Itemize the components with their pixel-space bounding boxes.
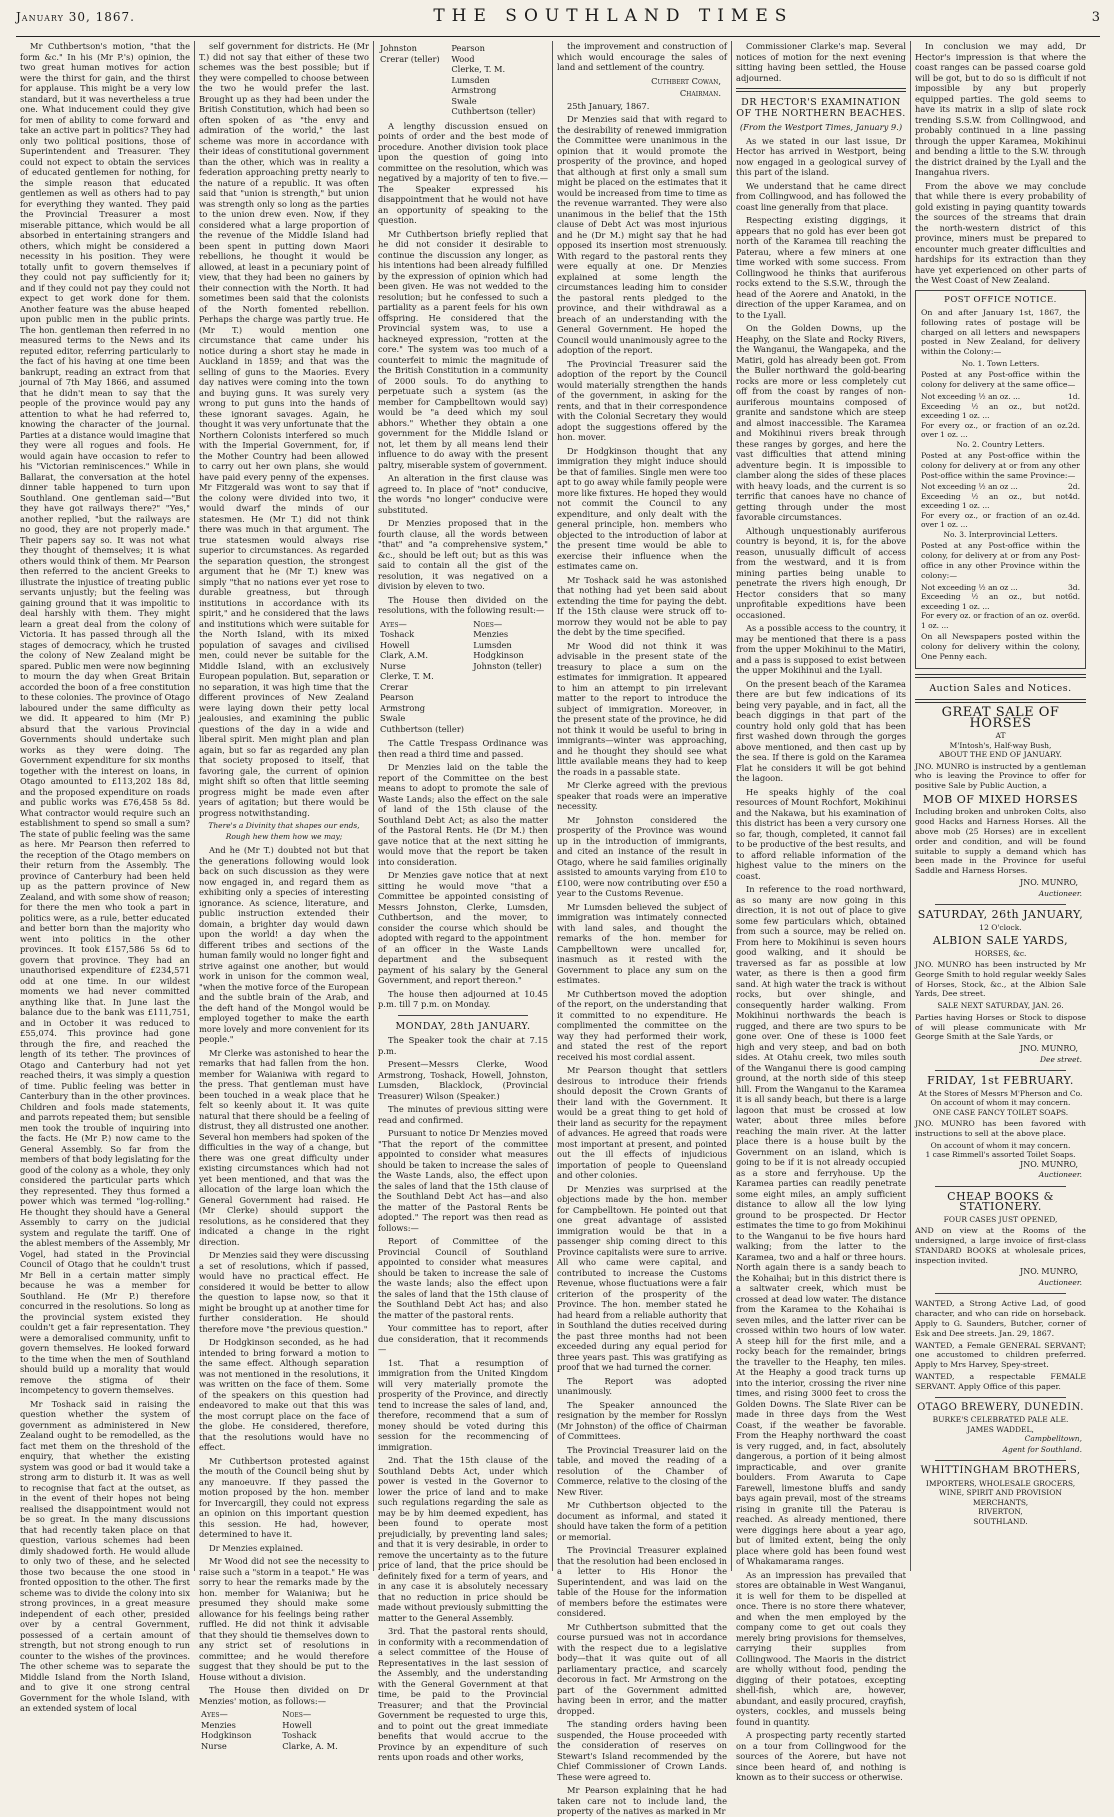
article-paragraph: self government for districts. He (Mr T.) did not say that either of these two schemes was the best possible; but if they were compelled to choose between the two he would prefer the last. Brought up as they had been under the British Constitution, which had been so often spoken of as "the envy and admiration of the world," the last scheme was more in accordance with their ideas of constitutional government than the other, which was in reality a federation approaching pretty nearly to the nature of a republic. It was often said that "union is strength," but union was strength only so long as the parties to the union drew even. Now, if they considered what a large proportion of the revenue of the Middle Island had been spent in putting down Maori rebellions, he thought it would be allowed, at least in a pecuniary point of view, that they had been no gainers by their connection with the North. It had sometimes been said that the colonists of the North fomented rebellion. Perhaps the charge was partly true. He (Mr T.) would mention one circumstance that came under his notice during a short stay he made in Auckland in 1859; and that was the selling of guns to the Maories. Every day natives were coming into the town and buying guns. It was surely very wrong to put guns into the hands of these ignorant savages. Again, he thought it was very unfortunate that the Northern Colonists interfered so much with the Imperial Government, for, if the Mother Country had been allowed to carry out her own plans, she would have paid every penny of the expenses. Mr Fitzgerald was wont to say that if the colony were divided into two, it would dwarf the minds of our statesmen. He (Mr T.) did not think there was much in that argument. The true statesmen would always rise superior to circumstances. As regarded the separation question, the strongest argument that he (Mr T.) knew was simply "that no nations ever yet rose to durable greatness, but through institutions in accordance with its spirit," and he considered that the laws and institutions which were suitable for the North Island, with its mixed population of savages and civilised men, could never be suitable for the Middle Island, with an exclusively European population. But, separation or no separation, it was high time that the different provinces of New Zealand were laying down their petty local jealousies, and examining the public questions of the day in a wide and liberal spirit. Men might plan and plan again, but so far as regarded any plan that society proposed to itself, that favoring gale, the current of opinion might shift so often that little seeming progress might be made even after years of agitation; but there would be progress notwithstanding. xyxy=(199,41,369,818)
division-list-2 xyxy=(378,619,548,735)
article-paragraph: 1st. That a resumption of immigration from the United Kingdom will very materially promote the prosperity of the Province, and directly tend to increase the sales of land, and, therefore, recommend that a sum of money should be voted during this session for the recommencing of immigration. xyxy=(378,1357,548,1452)
article-paragraph: Although unquestionably auriferous country is beyond, it is, for the above reason, unusually difficult of access from the westward, and it is from mining parties being unable to penetrate the rivers high enough, Dr Hector considers that so many unprofitable expeditions have been occasioned. xyxy=(736,525,906,620)
ad-heading: OTAGO BREWERY, DUNEDIN. xyxy=(917,1401,1084,1413)
article-paragraph: Dr Menzies laid on the table the report of the Committee on the best means to adopt to promote the sale of Waste Lands; also the effect on the sale of land of the 15th clause of the Southland Debt Act; as also the matter of the Pastoral Rents. He (Dr M.) then gave notice that at the next sitting he would move that the report be taken into consideration. xyxy=(378,762,548,867)
vote-name: Nurse xyxy=(201,1740,227,1751)
notice-text: Posted at any Post-office within the colony for delivery at the same office— xyxy=(921,370,1080,390)
notice-text: Posted at any Post-office within the colony, for delivery at or from any Post-office in any other Province within the colony:— xyxy=(921,541,1080,580)
vote-name: Toshack xyxy=(380,629,415,639)
article-paragraph: From the above we may conclude that while there is every probability of gold existing in paying quantity towards the sources of the streams that drain the north-western district of this province, miners must be prepared to encounter much greater difficulties and hardships for its extraction than they have yet experienced on other parts of the West Coast of New Zealand. xyxy=(915,180,1086,285)
ad-text: WINE, SPIRIT AND PROVISION xyxy=(939,1488,1062,1498)
auctioneer-name: JNO. MUNRO, xyxy=(1020,1044,1078,1054)
vote-name: Nurse xyxy=(380,660,406,671)
page-number: 3 xyxy=(1091,10,1100,25)
rate-row: Exceeding ½ an oz., but not exceeding 1 oz. ... 4d. xyxy=(921,491,1080,511)
ad-text: AT xyxy=(995,731,1006,741)
ad-heading: MOB OF MIXED HORSES xyxy=(922,792,1079,806)
article-paragraph: Mr Clerke agreed with the previous speaker that roads were an imperative necessity. xyxy=(557,780,727,811)
article-paragraph: The Cattle Trespass Ordinance was then read a third time and passed. xyxy=(378,738,548,759)
vote-name: Toshack xyxy=(282,1730,317,1740)
article-paragraph: In conclusion we may add, Dr Hector's impression is that where the coast ranges can be passed coarse gold will be got, but to do so is difficult if not impossible by any but properly equipped parties. The gold seems to have its matrix in a slip of slate rock trending S.S.W. from Collingwood, and probably continued in a line passing through the upper Karamea, Mokihinui and bending a little to the S.W. through the district drained by the Lyall and the Inangahua rivers. xyxy=(915,41,1086,177)
vote-name: Pearson xyxy=(451,43,485,53)
column-5 xyxy=(732,41,911,1782)
article-paragraph: The minutes of previous sitting were read and confirmed. xyxy=(378,1104,548,1125)
article-paragraph: The House then divided on Dr Menzies' motion, as follows:— xyxy=(199,1685,369,1706)
signature-name: Cuthbert Cowan, xyxy=(651,75,721,86)
notice-text: On all Newspapers posted within the colony for delivery within the colony, One Penny each. xyxy=(921,632,1080,661)
article-paragraph: The Provincial Treasurer said the adoption of the report by the Council would materially strengthen the hands of the government, in asking for the rents, and that in their correspondence with the Colonial Secretary they would adopt the suggestions offered by the hon. mover. xyxy=(557,358,727,442)
auctioneer-name: JNO. MUNRO, xyxy=(1020,1267,1078,1277)
article-paragraph: The standing orders having been suspended, the House proceeded with the consideration of reserves on Stewart's Island recommended by the Chief Commissioner of Crown Lands. These were agreed to. xyxy=(557,1719,727,1782)
article-paragraph: The Provincial Treasurer laid on the table, and moved the reading of a resolution of the Chamber of Commerce, relative to the closing of the New River. xyxy=(557,1444,727,1497)
article-paragraph: In reference to the road northward, as so many are now going in this direction, it is not out of place to give some few particulars which, obtained from such a source, may be relied on. From here to Mokihinui is seven hours good walking, and it should be traversed as far as possible at low water, as there is then a good firm sand. At high water the track is without rocks, but over shingle, and consequently harder walking. From Mokihinui northwards the beach is rugged, and there are two spurs to be gone over. One of these is 1000 feet high and very steep, and bad on both sides. At Otahu creek, two miles south of the Wanganui there is good camping ground, at the north side of this steep hill. From the Wanganui to the Karamea it is all sandy beach, but there is a large lagoon that must be crossed at low water, about three miles before reaching the main river. At the latter place there is a house built by the Government on an island, which is going to be if it is not already occupied as a store and ferryhouse. Up the Karamea parties can readily penetrate some eight miles, an amply sufficient distance to allow all the low lying ground to be prospected. Dr Hector estimates the time to go from Mokihinui to the Wanganui to be five hours hard walking; from the latter to the Karamea, two and a half or three hours. North again there is a sandy beach to the Kohaihai; but in this district there is a saltwater creek, which must be crossed at dead low water. The distance from the Karamea to the Kohaihai is seven miles, and the latter river can be crossed within two hours of low water. A steep hill for the first mile, and a rocky beach for the remainder, brings the traveller to the Heaphy, ten miles. At the Heaphy a good track turns up into the interior, crossing the river nine times, and rising 3000 feet to cross the Golden Downs. The Slate River can be made in three days from the West Coast, if the weather be favorable. From the Heaphy northward the coast is very rugged, and, in fact, absolutely dangerous, a portion of it being almost impracticable, and over granite boulders. From Awaruta to Cape Farewell, limestone bluffs and sandy bays again prevail, most of the streams rising in granite till the Paterau is reached. As already mentioned, there were diggings here about a year ago, but of limited extent, being the only place where gold has been found west of Whakamarama ranges. xyxy=(736,884,906,1566)
vote-name: Howell xyxy=(380,639,410,650)
vote-name: Hodgkinson xyxy=(201,1730,252,1740)
rate-row: For every oz. or fraction of an oz. over 1 oz. ... 6d. xyxy=(921,611,1080,630)
vote-name: Wood xyxy=(451,53,475,64)
article-paragraph: As an impression has prevailed that stores are obtainable in West Wanganui, it is well for them to be dispelled at once. There is no store there whatever, and when the men employed by the company come to get out coals they merely bring provisions for themselves, carrying their supplies from Collingwood. The Maoris in the district are wholly without food, pending the digging of their potatoes, excepting shell-fish, which are, however, abundant, and easily procured, crayfish, oysters, cockles, and mussels being found in quantity. xyxy=(736,1569,906,1727)
ad-text: JNO. MUNRO has been favored with instructions to sell at the above place. xyxy=(915,1119,1086,1138)
ad-text: FOUR CASES JUST OPENED, xyxy=(943,1214,1058,1224)
divider xyxy=(915,699,1086,703)
article-paragraph: He speaks highly of the coal resources of Mount Rochfort, Mokihinui and the Nakawa, but his examination of this district has been a very cursory one so far, though, completed, it cannot fail to be productive of the best results, and to afford reliable information of the highest value to the miners on the coast. xyxy=(736,786,906,881)
vote-name: Lumsden xyxy=(451,74,490,85)
article-paragraph: Pursuant to notice Dr Menzies moved "That the report of the committee appointed to consider what measures should be taken to increase the sales of the Waste Lands, also, the effect upon the sales of land that the 15th clause of the Southland Debt Act has—and also the matter of the Pastoral Rents be adopted." The report was then read as follows:— xyxy=(378,1128,548,1233)
auctioneer-role: Auctioneer. xyxy=(1038,1277,1082,1287)
vote-name: Swale xyxy=(451,95,477,106)
notice-heading: POST OFFICE NOTICE. xyxy=(944,294,1057,305)
ad-text: 12 O'clock. xyxy=(979,922,1022,932)
column-4 xyxy=(553,41,732,1816)
article-paragraph: Mr Johnston considered the prosperity of the Province was wound up in the introduction of immigrants, and cited an instance of the result in Otago, where he said families originally assisted to amounts varying from £10 to £100, were now contributing over £50 a year to the Customs Revenue. xyxy=(557,814,727,898)
ad-text: JNO. MUNRO is instructed by a gentleman who is leaving the Province to offer for positive Sale by Public Auction, a xyxy=(915,761,1086,791)
vote-name: Hodgkinson xyxy=(473,650,524,660)
column-1 xyxy=(16,41,195,1713)
article-paragraph: And he (Mr T.) doubted not but that the generations following would look back on such discussion as they were now engaged in, and regard them as exhibiting only a species of interesting ignorance. As science, literature, and public instruction extended their domain, a brighter day would dawn upon the world! a day when the different tribes and sections of the human family would no longer fight and strive against one another, but would work in unison for the common weal, "when the motive force of the European and the subtle brain of the Arab, and the deft hand of the Mongol would be employed together to make the earth more lovely and more convenient for its people." xyxy=(199,845,369,1044)
ad-text: On account of whom it may concern. xyxy=(930,1140,1071,1150)
vote-name: Armstrong xyxy=(380,702,426,713)
article-paragraph: A prospecting party recently started on a tour from Collingwood for the sources of the Aorere, but have not since been heard of, and nothing is known as to their success or otherwise. xyxy=(736,1730,906,1782)
article-paragraph: Mr Cuthbertson's motion, "that the form &c." In his (Mr P.'s) opinion, the two great human motives for action were the thirst for gain, and the thirst for applause. This might be a very low standard, but it was nevertheless a true one. What inducement could they give for men of ability to come forward and take an active part in politics? They had only two political positions, those of Superintendent and Treasurer. They could not expect to obtain the services of educated gentlemen for nothing, for the simple reason that educated gentlemen as well as others had to pay for everything they wanted. They paid the Provincial Treasurer a most miserable pittance, which would be all absorbed in entertaining strangers and others, which might be considered a necessity in his position. They were totally unfit to govern themselves if they could not pay sufficiently for it; and if they could not pay they could not expect to get work done for them. Another feature was the abuse heaped upon public men in the public prints. The hon. gentleman then referred in no measured terms to the News and its reputed editor, referring particularly to the fact of his having at one time been bankrupt, reading an extract from that journal of 7th May 1866, and assumed that he didn't mean to say that the people of the province would pay any attention to what he had referred to, knowing the character of the journal. Parties at a distance would imagine that they were all rogues and fools. He would again have occasion to refer to his "Victorian reminiscences." While in Ballarat, the conversation at the hotel dinner table happened to turn upon Southland. One gentleman said—"But they have got railways there?" "Yes," another replied, "but the railways are no good, they are not properly made." Their papers say so. It was not what they thought of themselves; it is what others would think of them. Mr Pearson then referred to the ancient Greeks to illustrate the injustice of treating public servants unjustly; but the feeling was gaining ground that it was impolitic to deal harshly with them. They might learn a great deal from the colony of Victoria. It has passed through all the stages of democracy, which he trusted the colony of New Zealand might be spared. Public men were now beginning to mourn the day when Great Britain accorded the boon of a free constitution to these colonies. The province of Otago laboured under the same difficulty as we did. It appeared to him (Mr P.) absurd that the various Provincial Governments should undertake such works as they were doing. The Government expenditure for six months together with the interest on loans, in Otago amounted to £113,202 18s 8d, and the proposed expenditure on roads and public works was £76,458 5s 8d. What contractor would require such an establishment to spend so small a sum? The state of public feeling was the same as here. Mr Pearson then referred to the reception of the Otago members on their return from the Assembly. The province of Canterbury had been held up as the pattern province of New Zealand, and with some show of reason; for there the men who took a part in politics were, as a rule, better educated and better born than the majority who went into politics in the other provinces. It took £157,586 5s 6d to govern that province. They had an unauthorised expenditure of £234,571 odd at one time. In our wildest moments we had never committed anything like that. In June last the balance due to the bank was £111,751, and in October it was reduced to £55,074. This province had gone through the fire, and reached the length of its tether. The provinces of Otago and Canterbury had not yet reached theirs, it was simply a question of time. Public feeling was better in Canterbury than in the other provinces. Children and fools made statements, and parrots repeated them; but sensible men took the trouble of inquiring into the facts. He (Mr P.) now came to the General Assembly. So far from the members of that body legislating for the good of the colony as a whole, they only considered the particular parts which they represented. They thus formed a power which was termed "log-rolling." He thought they should have a General Assembly to carry on the judicial system and regulate the tariff. One of the ablest members of the Assembly, Mr Vogel, had stated in the Provincial Council of Otago that he couldn't trust Mr Bell in a certain matter simply because he was a member for Southland. He (Mr P.) therefore concurred in the resolutions. So long as the provincial system existed they couldn't get a fair representation. They were a demoralised community, unfit to govern themselves. He looked forward to the time when the men of Southland should build up a morality that would remove the stigma of their incompetency to govern themselves. xyxy=(20,41,190,1395)
article-paragraph: Respecting existing diggings, it appears that no gold has ever been got north of the Karamea till reaching the Paterau, where a few miners at one time worked with some success. From Collingwood he thinks that auriferous rocks extend to the S.S.W., through the head of the Aorere and Anatoki, in the direction of the upper Karamea, and on to the Lyall. xyxy=(736,215,906,320)
article-date: 25th January, 1867. xyxy=(567,100,650,111)
article-paragraph: Mr Cuthbertson protested against the mouth of the Council being shut by any manoeuvre. If they passed the motion proposed by the hon. member for Invercargill, they could not express an opinion on this important question this session. He had, however, determined to have it. xyxy=(199,1455,369,1539)
article-paragraph: Present—Messrs Clerke, Wood Armstrong, Toshack, Howell, Johnston, Lumsden, Blacklock, (Provincial Treasurer) Wilson (Speaker.) xyxy=(378,1059,548,1101)
noes-label: Noes— xyxy=(473,618,503,629)
auctioneer-name: JNO. MUNRO, xyxy=(1020,1159,1078,1169)
vote-name: Crerar (teller) xyxy=(380,53,440,64)
article-paragraph: Mr Pearson explaining that he had taken care not to include land, the property of the natives as marked in Mr xyxy=(557,1785,727,1816)
ad-text: At the Stores of Messrs M'Pherson and Co. xyxy=(918,1088,1083,1098)
ad-heading: ALBION SALE YARDS, xyxy=(932,934,1069,948)
article-paragraph: Mr Lumsden believed the subject of immigration was intimately connected with land sales, and thought the remarks of the hon. member for Campbelltown were uncalled for, inasmuch as it rested with the Government to place any sum on the estimates. xyxy=(557,901,727,985)
post-office-notice xyxy=(915,290,1086,669)
article-paragraph: The Speaker took the chair at 7.15 p.m. xyxy=(378,1035,548,1056)
signature-role: Chairman. xyxy=(679,88,721,98)
vote-name: Clark, A.M. xyxy=(380,650,428,660)
article-paragraph: Mr Toshack said he was astonished that nothing had yet been said about extending the time for paying the debt. If the 15th clause were struck off to-morrow they would not be able to pay the debt by the time specified. xyxy=(557,574,727,637)
ad-text: AND on view at the Rooms of the undersigned, a large invoice of first-class STANDARD BOOKS at wholesale prices, inspection invited. xyxy=(915,1226,1086,1265)
vote-name: Armstrong xyxy=(451,85,497,95)
article-paragraph: Mr Cuthbertson submitted that the course pursued was not in accordance with the respect due to a legislative body—that it was quite out of all parliamentary practice, and scarcely decorous in fact. Mr Armstrong on the part of the Government admitted having been in error, and the matter dropped. xyxy=(557,1621,727,1716)
column-2 xyxy=(195,41,374,1751)
ad-text: ABOUT THE END OF JANUARY. xyxy=(939,750,1062,760)
article-paragraph: Dr Menzies proposed that in the fourth clause, all the words between "that" and "a comprehensive system," &c., should be left out; but as this was said to contain all the gist of the resolution, it was negatived on a division by eleven to two. xyxy=(378,518,548,591)
ad-text: Dee street. xyxy=(1040,1054,1082,1064)
ad-text: Including broken and unbroken Colts, also good Hacks and Harness Horses. All the above mob (25 Horses) are in excellent order and condition, and will be found suitable to supply a demand which has been made in the Province for useful Saddle and Harness Horses. xyxy=(915,807,1086,876)
wanted-ad: WANTED, a respectable FEMALE SERVANT. Apply Office of this paper. xyxy=(915,1371,1086,1391)
divider xyxy=(736,88,906,92)
newspaper-title: THE SOUTHLAND TIMES xyxy=(433,6,794,26)
article-paragraph: Dr Menzies said they were discussing a set of resolutions, which if passed, would have no practical effect. He considered it would be better to allow the question to lapse now, so that it might be brought up at another time for further consideration. He should therefore move "the previous question." xyxy=(199,1250,369,1334)
notice-subheading: No. 1. Town Letters. xyxy=(961,358,1040,368)
article-paragraph: Dr Menzies gave notice that at next sitting he would move "that a Committee be appointed consisting of Messrs Johnston, Clerke, Lumsden, Cuthbertson, and the mover, to consider the course which should be adopted with regard to the appointment of an officer in the Waste Lands department and the subsequent payment of his salary by the General Government, and report thereon." xyxy=(378,870,548,985)
ad-text: JNO. MUNRO has been instructed by Mr George Smith to hold regular weekly Sales of Horses, Stock, &c., at the Albion Sale Yards, Dee street. xyxy=(915,960,1086,999)
noes-label: Noes— xyxy=(282,1709,312,1719)
rate-row: Not exceeding ½ an oz. ... 1d. xyxy=(921,392,1080,402)
article-paragraph: The Speaker announced the resignation by the member for Rosslyn (Mr Johnston) of the office of Chairman of Committees. xyxy=(557,1399,727,1441)
ad-text: IMPORTERS, WHOLESALE GROCERS, xyxy=(925,1478,1076,1488)
ad-text: 1 case Rimmell's assorted Toilet Soaps. xyxy=(925,1150,1076,1160)
rate-row: For every oz., or fraction of an oz. over 1 oz. ... 2d. xyxy=(921,420,1080,440)
ad-text: M'Intosh's, Half-way Bush, xyxy=(949,740,1052,750)
issue-date: January 30, 1867. xyxy=(16,10,135,24)
ad-heading: FRIDAY, 1st FEBRUARY. xyxy=(927,1074,1074,1088)
column-3 xyxy=(374,41,553,1762)
article-paragraph: Dr Menzies was surprised at the objections made by the hon. member for Campbelltown. He pointed out that one great advantage of assisted immigration would be that in a passenger ship coming direct to this Province capitalists were sure to arrive. All who came were capital, and contributed to increase the Customs Revenue, whose fluctuations were a fair criterion of the prosperity of the Province. The hon. member stated he had heard from a reliable authority that in Southland the duties received during the past three months had not been exceeded during any equal period for three years past. This was gratifying as proof that we had turned the corner. xyxy=(557,1183,727,1372)
ad-text: Agent for Southland. xyxy=(1002,1444,1082,1454)
article-paragraph: Dr Menzies said that with regard to the desirability of renewed immigration the Committee were unanimous in the opinion that it would promote the prosperity of the province, and hoped that although at first only a small sum might be placed on the estimates that it would be increased from time to time as the revenue warranted. They were also unanimous in the belief that the 15th clause of Debt Act was most injurious and he (Dr M.) might say that he had opposed its insertion most strenuously. With regard to the pastoral rents they were equally at one. Dr Menzies explained at some length the circumstances leading him to consider the pastoral rents pledged to the province, and their withdrawal as a breach of an understanding with the General Government. He hoped the Council would unanimously agree to the adoption of the report. xyxy=(557,114,727,355)
article-paragraph: The Provincial Treasurer explained that the resolution had been enclosed in a letter to His Honor the Superintendent, and was laid on the table of the House for the information of members before the estimates were considered. xyxy=(557,1545,727,1618)
rate-row: Not exceeding ½ an oz ... 2d. xyxy=(921,482,1080,492)
ad-heading: GREAT SALE OF HORSES xyxy=(941,705,1060,731)
column-6 xyxy=(911,41,1090,1571)
article-paragraph: Mr Cuthbertson objected to the document as informal, and stated it should have taken the form of a petition or memorial. xyxy=(557,1500,727,1542)
ad-text: Parties having Horses or Stock to dispose of will please communicate with Mr George Smith at the Sale Yards, or xyxy=(915,1012,1086,1042)
vote-name: Johnston xyxy=(380,43,417,53)
section-heading: MONDAY, 28th JANUARY. xyxy=(395,1020,531,1032)
divider xyxy=(935,1397,1066,1398)
divider xyxy=(398,1015,528,1016)
ayes-label: Ayes— xyxy=(380,618,407,629)
article-paragraph: Mr Cuthbertson moved the adoption of the report, on the understanding that it committed to no expenditure. He complimented the committee on the way they had performed their work, and stated the rest of the report received his most cordial assent. xyxy=(557,988,727,1062)
vote-name: Pearson xyxy=(380,692,414,702)
article-paragraph: Mr Toshack said in raising the question whether the system of government as administered in New Zealand ought to be remodelled, as the fact met them on the threshold of the enquiry, that whether the existing system was good or bad it would take a strong arm to disturb it. It was as well to recognise that fact at the outset, as in the event of their hopes not being realised the disappointment would not be so great. In the many discussions that had recently taken place on that question, various schemes had been dimly shadowed forth. He would allude to only two of these, and he selected those two because the one stood in fronted opposition to the other. The first scheme was to divide the colony into six strong provinces, in a great measure independent of each other, presided over by a central Government, possessed of a certain amount of strength, but not strong enough to run counter to the wishes of the provinces. The other scheme was to separate the Middle Island from the North Island, and to give it one strong central Government for the whole Island, with an extended system of local xyxy=(20,1398,190,1713)
ad-text: Campbelltown, xyxy=(1024,1434,1082,1444)
notice-subheading: No. 3. Interprovincial Letters. xyxy=(943,529,1058,539)
vote-name: Lumsden xyxy=(473,639,512,650)
vote-name: Clerke, T. M. xyxy=(380,671,434,681)
ad-heading: CHEAP BOOKS & STATIONERY. xyxy=(947,1189,1054,1214)
article-paragraph: On the Golden Downs, up the Heaphy, on the Slate and Rocky Rivers, the Wanganui, the Wangapeka, and the Matiri, gold has already been got. From the Buller northward the gold-bearing rocks are more or less completely cut off from the coast by ranges of non-auriferous mountains composed of granite and sandstone which are steep and almost inaccessible. The Karamea and Mokihinui rivers break through these ranges by gorges, and here the vast difficulties that attend mining adventure begin. It is impossible to clamber along the sides of these places with heavy loads, and the current is so terrific that canoes have no chance of getting through under the most favorable circumstances. xyxy=(736,323,906,522)
vote-name: Menzies xyxy=(473,629,509,639)
notice-subheading: No. 2. Country Letters. xyxy=(956,439,1045,449)
ad-text: HORSES, &c. xyxy=(974,948,1027,958)
ad-text: SALE NEXT SATURDAY, JAN. 26. xyxy=(937,1001,1064,1011)
ad-text: RIVERTON, xyxy=(978,1507,1023,1517)
vote-name: Johnston (teller) xyxy=(473,660,542,671)
vote-name: Clarke, A. M. xyxy=(282,1740,338,1751)
article-paragraph: An alteration in the first clause was agreed to. In place of "not" conducive, the words "no longer" conducive were substituted. xyxy=(378,473,548,515)
divider xyxy=(935,1070,1066,1071)
quotation: There's a Divinity that shapes our ends, Rough hew them how we may; xyxy=(208,821,360,841)
auctioneer-name: JNO. MUNRO, xyxy=(1020,878,1078,888)
section-heading: Auction Sales and Notices. xyxy=(929,682,1072,694)
article-paragraph: As we stated in our last issue, Dr Hector has arrived in Westport, being now engaged in a geological survey of this part of the island. xyxy=(736,135,906,177)
notice-text: On and after January 1st, 1867, the following rates of postage will be charged on all letters and newspapers posted in New Zealand, for delivery within the Colony:— xyxy=(921,308,1080,357)
vote-name: Crerar xyxy=(380,681,409,692)
article-paragraph: Mr Wood did not think it was advisable in the present state of the treasury to place a sum on the estimates for immigration. It appeared to him an attempt to pin irrelevant matter to the report to introduce the subject of immigration. Moreover, in the present state of the province, he did not think it would be useful to bring in immigrants—winter was approaching, and he thought they should see what little available means they had to keep the roads in a passable state. xyxy=(557,640,727,777)
division-list-continued xyxy=(378,43,548,117)
ad-text: On account of whom it may concern. xyxy=(930,1098,1071,1108)
article-paragraph: The house then adjourned at 10.45 p.m. till 7 p.m. on Monday. xyxy=(378,988,548,1009)
divider xyxy=(935,1186,1066,1187)
ad-text: ONE CASE FANCY TOILET SOAPS. xyxy=(932,1107,1069,1117)
auctioneer-role: Auctioneer. xyxy=(1038,1170,1082,1180)
article-paragraph: Mr Cuthbertson briefly replied that he did not consider it desirable to continue the discussion any longer, as his intentions had been already fulfilled by the expression of opinion which had been given. He was not wedded to the resolution; but he confessed to such a partiality as a parent feels for his own offspring. He considered that the Provincial system was, to use a hackneyed expression, "rotten at the core." The system was too much of a counterfeit to mimic the magnitude of the British Constitution in a community of 2000 souls. To do anything to perpetuate such a system (as the member for Campbelltown would say) would be "a deed which my soul abhors." Whether they obtain a one government for the Middle Island or not, let them by all means lend their influence to do away with the present paltry, miserable system of government. xyxy=(378,228,548,470)
article-paragraph: The House then divided on the resolutions, with the following result:— xyxy=(378,594,548,615)
vote-name: Swale xyxy=(380,713,406,723)
notice-text: Posted at any Post-office within the colony for delivery at or from any other Post-office within the same Province:— xyxy=(921,451,1080,480)
article-paragraph: 3rd. That the pastoral rents should, in conformity with a recommendation of a select committee of the House of Representatives in the last session of the Assembly, and the understanding with the General Government at that time, be paid to the Provincial Treasurer; and that the Provincial Government be requested to urge this, and to point out the great immediate benefits that would accrue to the Province by an expenditure of such rents upon roads and other works, xyxy=(378,1626,548,1762)
auctioneer-role: Auctioneer. xyxy=(1038,888,1082,898)
article-paragraph: Mr Clerke was astonished to hear the remarks that had fallen from the hon. member for Waianiwa with regard to the press. That gentleman must have been touched in a weak place that he felt so keenly about it. It was quite natural that there should be a feeling of distrust, they all distrusted one another. Several hon members had spoken of the difficulties in the way of a change, but there was one great difficulty under existing circumstances which had not yet been mentioned, and that was the allocation of the large loan which the General Government had raised. He (Mr Clerke) should support the resolutions, as he considered that they indicated a change in the right direction. xyxy=(199,1047,369,1247)
article-paragraph: We understand that he came direct from Collingwood, and has followed the coast line generally from that place. xyxy=(736,180,906,212)
ad-text: BURKE'S CELEBRATED PALE ALE. xyxy=(932,1415,1069,1425)
article-paragraph: Report of Committee of the Provincial Council of Southland appointed to consider what measures should be taken to increase the sale of the waste lands; also the effect upon the sales of land that the 15th clause of the Southland Debt Act has; and also the matter of the pastoral rents. xyxy=(378,1236,548,1320)
masthead xyxy=(16,6,1100,37)
rate-row: For every oz., or fraction of an oz. over 1 oz. ... 4d. xyxy=(921,510,1080,530)
article-source: (From the Westport Times, January 9.) xyxy=(739,122,903,132)
divider xyxy=(935,904,1066,905)
article-paragraph: Mr Wood did not see the necessity to raise such a "storm in a teapot." He was sorry to hear the remarks made by the hon. member for Waianiwa; but he presumed they should make some allowance for his feelings being rather ruffled. He did not think it advisable that they should tie themselves down to any strict set of resolutions in committee; and he would therefore suggest that they should be put to the House without a division. xyxy=(199,1556,369,1682)
article-paragraph: The Report was adopted unanimously. xyxy=(557,1375,727,1396)
wanted-ad: WANTED, a Strong Active Lad, of good character, and who can ride on horseback. Apply to G. Saunders, Butcher, corner of Esk and Dee streets. Jan. 29, 1867. xyxy=(915,1299,1086,1338)
divider xyxy=(915,674,1086,678)
rate-row: Exceeding ½ an oz., but not exceeding 1 oz. ... 2d. xyxy=(921,401,1080,421)
ad-heading: SATURDAY, 26th JANUARY, xyxy=(917,908,1084,922)
rate-row: Exceeding ½ an oz., but not exceeding 1 oz. ... 6d. xyxy=(921,592,1080,611)
article-paragraph: As a possible access to the country, it may be mentioned that there is a pass from the upper Mokihinui to the Matiri, and a pass is supposed to exist between the upper Mokihinui and the Lyall. xyxy=(736,623,906,675)
article-paragraph: the improvement and construction of which would encourage the sales of land and settlement of the country. xyxy=(557,41,727,72)
article-paragraph: Mr Pearson thought that settlers desirous to introduce their friends should deposit the Crown Grants of their land with the Government. It would be a great thing to get hold of their land as security for the repayment of advances. He agreed that roads were most important at present, and pointed out the ill effects of injudicious importation of people to Queensland and other colonies. xyxy=(557,1065,727,1180)
rate-row: Not exceeding ½ an oz ... 3d. xyxy=(921,582,1080,592)
wanted-ad: WANTED, a Female GENERAL SERVANT; one accustomed to children preferred. Apply to Mrs Harvey, Spey-street. xyxy=(915,1340,1086,1370)
article-heading: DR HECTOR'S EXAMINATION OF THE NORTHERN BEACHES. xyxy=(736,97,906,119)
vote-name: Menzies xyxy=(201,1719,236,1730)
division-list xyxy=(199,1709,369,1751)
divider xyxy=(935,1460,1066,1461)
article-paragraph: Dr Hodgkinson seconded, as he had intended to bring forward a motion to the same effect. Although separation was not mentioned in the resolutions, it was written on the face of them. Some of the speakers on this question had endeavored to make out that this was the most corrupt place on the face of the globe. He considered, therefore, that the resolutions would have no effect. xyxy=(199,1337,369,1452)
article-paragraph: On the present beach of the Karamea there are but few indications of its being very payable, and in fact, all the beach diggings in that part of the country hold only gold that has been first washed down through the gorges above mentioned, and then cast up by the sea. If there is gold on the Karamea Flat he considers it will be got behind the lagoon. xyxy=(736,678,906,783)
article-paragraph: A lengthy discussion ensued on points of order and the best mode of procedure. Another division took place upon the question of going into committee on the resolution, which was negatived by a majority of ten to five.—The Speaker expressed his disappointment that he would not have an opportunity of speaking to the question. xyxy=(378,120,548,225)
ad-text: MERCHANTS, xyxy=(972,1497,1029,1507)
article-paragraph: Your committee has to report, after due consideration, that it recommends— xyxy=(378,1323,548,1354)
ad-text: JAMES WADDEL, xyxy=(967,1424,1034,1434)
ad-text: SOUTHLAND. xyxy=(973,1516,1028,1526)
vote-name: Cuthbertson (teller) xyxy=(451,106,536,116)
article-paragraph: 2nd. That the 15th clause of the Southland Debts Act, under which power is vested in the Governor to lower the price of land and to make such regulations regarding the sale as may be by him deemed expedient, has been found to operate most prejudicially, by preventing land sales; and that it is very desirable, in order to remove the uncertainty as to the future price of land, that the price should be definitely fixed for a term of years, and in any case it is absolutely necessary that no reduction in price should be made without previously submitting the matter to the General Assembly. xyxy=(378,1455,548,1623)
vote-name: Howell xyxy=(282,1719,312,1730)
article-paragraph: Dr Menzies explained. xyxy=(209,1542,304,1553)
vote-name: Cuthbertson (teller) xyxy=(380,723,465,734)
vote-name: Clerke, T. M. xyxy=(451,64,506,74)
article-paragraph: Dr Hodgkinson thought that any immigration they might induce should be that of families. Single men were too apt to go away while family people were more like fixtures. He hoped they would not commit the Council to any expenditure, and only dealt with the general principle, hon. members who objected to the introduction of labor at the present time would be able to exercise their influence when the estimates came on. xyxy=(557,445,727,571)
ayes-label: Ayes— xyxy=(201,1709,228,1719)
ad-heading: WHITTINGHAM BROTHERS, xyxy=(920,1465,1081,1477)
article-paragraph: Commissioner Clarke's map. Several notices of motion for the next evening sitting having been settled, the House adjourned. xyxy=(736,41,906,83)
divider xyxy=(935,1293,1066,1294)
